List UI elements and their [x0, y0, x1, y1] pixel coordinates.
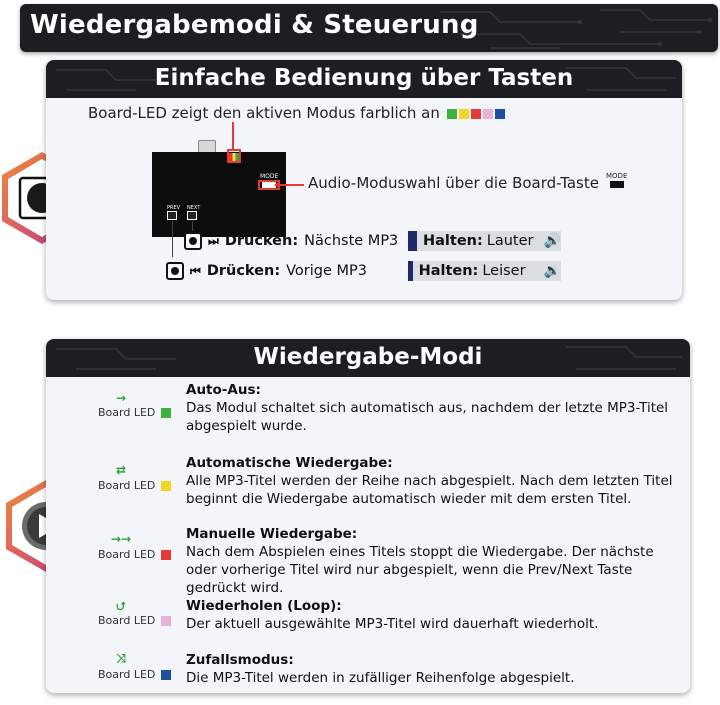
board-next-button — [187, 211, 197, 220]
volume-down-icon: 🔉 — [543, 263, 561, 279]
mode-title: Zufallsmodus: — [186, 652, 294, 668]
next-press-value: Nächste MP3 — [304, 233, 399, 249]
prev-press-label: Drücken: — [206, 263, 281, 279]
led-green-swatch — [447, 109, 457, 119]
led-red-swatch — [471, 109, 481, 119]
prev-hold-label: Halten: — [418, 263, 479, 279]
board-led-label: Board LED — [98, 548, 156, 561]
mode-description: Der aktuell ausgewählte MP3-Titel wird dauerhaft wiederholt. — [186, 616, 599, 632]
mode-pointer-arrow — [274, 181, 280, 189]
prev-hold — [408, 261, 561, 281]
skip-back-icon: ⏮ — [190, 263, 201, 278]
led-pink-swatch — [161, 616, 171, 626]
board-prev-label: PREV — [167, 205, 181, 211]
skip-forward-icon: ⏭ — [208, 233, 219, 248]
board-led-indicator — [98, 614, 171, 627]
led-yellow-swatch — [161, 481, 171, 491]
board-mode-label: MODE — [260, 173, 279, 180]
mode-title: Wiederholen (Loop): — [186, 598, 342, 614]
shuffle-icon: ⤨ — [116, 651, 126, 665]
controls-panel-header — [46, 60, 682, 98]
page-title: Wiedergabemodi & Steuerung — [30, 10, 479, 40]
board-next-label: NEXT — [187, 205, 201, 211]
next-hold-label: Halten: — [423, 233, 483, 249]
hold-marker — [408, 231, 417, 251]
prev-connector — [172, 221, 173, 257]
next-press-label: Drücken: — [224, 233, 299, 249]
hold-marker — [408, 261, 413, 281]
arrow-right-icon: → — [115, 391, 127, 405]
mode-title: Auto-Aus: — [186, 382, 261, 398]
board-led-label: Board LED — [98, 479, 156, 492]
led-note — [88, 104, 505, 122]
controls-panel — [46, 60, 682, 300]
led-yellow-swatch — [459, 109, 469, 119]
board-prev-button — [167, 211, 177, 220]
led-blue-swatch — [161, 670, 171, 680]
led-pointer-line — [232, 122, 234, 150]
board-led-indicator — [98, 668, 171, 681]
board-led-indicator — [98, 406, 171, 419]
repeat-all-icon: ⇄ — [115, 463, 127, 477]
mode-description: Das Modul schaltet sich automatisch aus, nachdem der letzte MP3-Titel abgespielt wurde. — [186, 400, 669, 434]
board-led-label: Board LED — [98, 406, 156, 419]
modes-panel-header — [46, 339, 690, 377]
step-arrows-icon: →→ — [110, 532, 132, 546]
next-hold — [408, 231, 561, 251]
mode-description: Nach dem Abspielen eines Titels stoppt die Wiedergabe. Der nächste oder vorherige Titel wird nur abgespielt, wenn die Prev/Next Taste gedrückt wird. — [186, 544, 654, 596]
board-led-indicator — [98, 479, 171, 492]
led-green-swatch — [161, 408, 171, 418]
prev-hold-value: Leiser — [482, 263, 526, 279]
board-led-indicator — [98, 548, 171, 561]
next-row — [184, 231, 398, 251]
modes-panel — [46, 339, 690, 693]
led-blue-swatch — [495, 109, 505, 119]
prev-row — [166, 261, 367, 281]
mode-description: Die MP3-Titel werden in zufälliger Reihenfolge abgespielt. — [186, 670, 575, 686]
next-button-icon — [184, 232, 202, 250]
led-highlight — [227, 149, 241, 163]
mode-pointer-line — [280, 184, 304, 186]
led-pink-swatch — [483, 109, 493, 119]
prev-press-value: Vorige MP3 — [286, 263, 368, 279]
volume-up-icon: 🔊 — [543, 233, 561, 249]
board-led-label: Board LED — [98, 614, 156, 627]
mode-chip — [610, 181, 624, 188]
mode-description: Alle MP3-Titel werden der Reihe nach abgespielt. Nach dem letzten Titel beginnt die Wiedergabe automatisch wieder mit dem ersten Titel. — [186, 473, 673, 507]
board-led-label: Board LED — [98, 668, 156, 681]
led-red-swatch — [161, 550, 171, 560]
modes-title: Wiedergabe-Modi — [253, 344, 483, 370]
mode-title: Manuelle Wiedergabe: — [186, 526, 358, 542]
mode-chip-label: MODE — [606, 172, 628, 180]
prev-button-icon — [166, 262, 184, 280]
mode-title: Automatische Wiedergabe: — [186, 455, 393, 471]
loop-one-icon: ⮍ — [116, 599, 126, 613]
header-bar — [20, 4, 718, 52]
controls-title: Einfache Bedienung über Tasten — [154, 65, 574, 91]
led-note-text: Board-LED zeigt den aktiven Modus farblich an — [88, 104, 440, 122]
mode-note: Audio-Moduswahl über die Board-Taste — [308, 174, 599, 192]
next-connector — [192, 221, 193, 231]
next-hold-value: Lauter — [486, 233, 534, 249]
